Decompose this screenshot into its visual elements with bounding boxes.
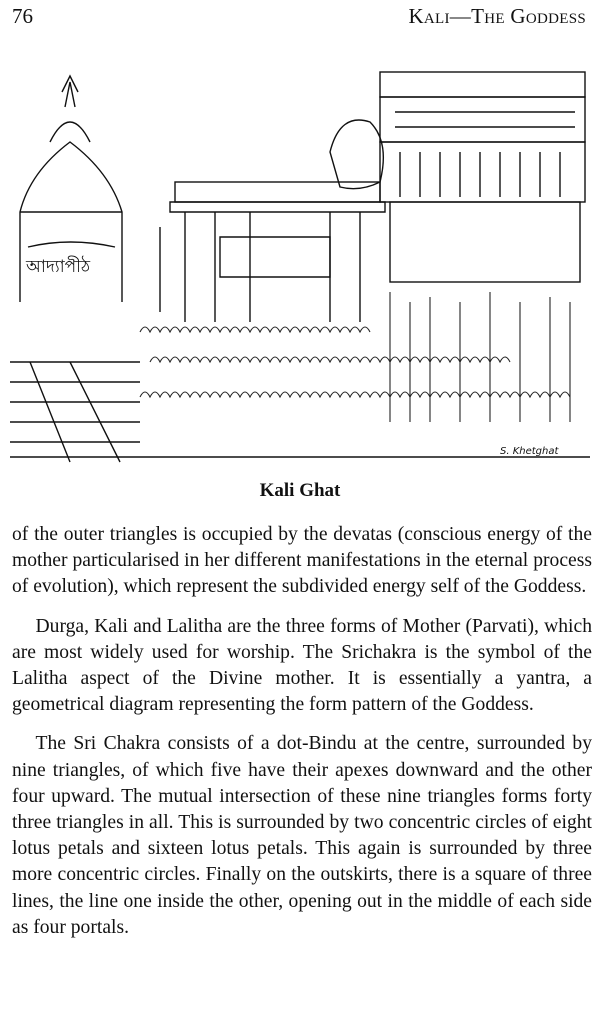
page-header bbox=[12, 4, 586, 30]
figure-caption: Kali Ghat bbox=[259, 480, 341, 501]
paragraph: of the outer triangles is occupied by the devatas (conscious energy of the mother particularised in her different manifestations in the eternal process of evolution), which represent the subdivided energy self of the Goddess. bbox=[12, 524, 592, 598]
paragraph: Durga, Kali and Lalitha are the three forms of Mother (Parvati), which are most widely used for worship. The Srichakra is the symbol of the Lalitha aspect of the Divine mother. It is essentially a yantra, a geometrical diagram representing the form pattern of the Goddess. bbox=[12, 615, 592, 716]
running-head: Kali—The Goddess bbox=[408, 4, 586, 28]
body-text bbox=[12, 522, 592, 954]
temple-sign-text: আদ্যাপীঠ bbox=[26, 257, 91, 277]
kali-ghat-illustration bbox=[10, 62, 590, 472]
page-number: 76 bbox=[12, 4, 33, 28]
paragraph: The Sri Chakra consists of a dot-Bindu at the centre, surrounded by nine triangles, of which five have their apexes downward and the other four upward. The mutual intersection of these nine triangles forms forty three triangles in all. This is surrounded by two concentric circles of eight lotus petals and sixteen lotus petals. This again is surrounded by three more concentric circles. Finally on the outskirts, there is a square of three lines, the line one inside the other, opening out in the middle of each side as four portals. bbox=[12, 733, 592, 938]
artist-signature: S. Khetghat bbox=[500, 446, 559, 457]
ink-sketch bbox=[10, 62, 590, 472]
